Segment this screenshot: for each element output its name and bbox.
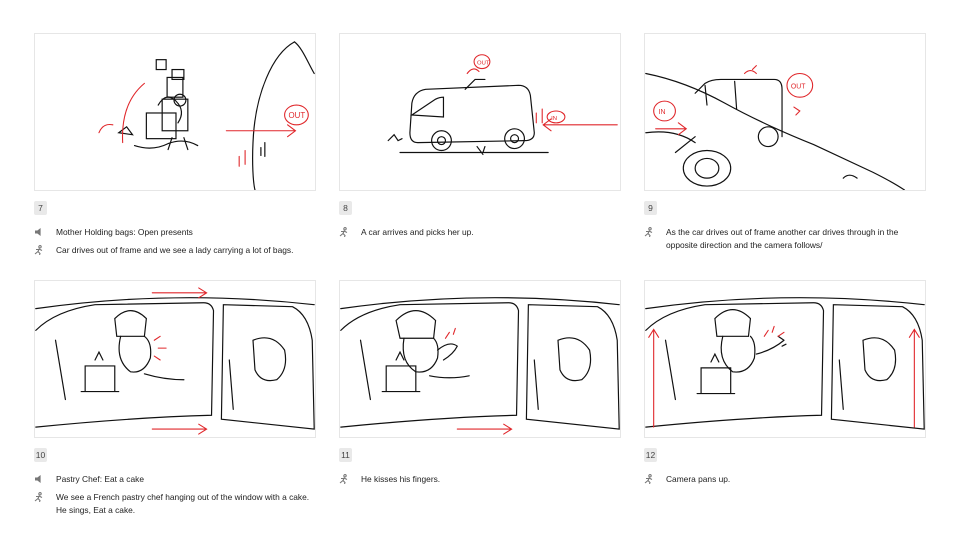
panel-12-number: 12	[645, 450, 656, 460]
action-icon	[339, 474, 349, 484]
panel-7-action-row	[34, 244, 316, 257]
svg-text:IN: IN	[658, 108, 666, 116]
speaker-icon	[34, 474, 44, 484]
panel-9-action: As the car drives out of frame another car drives through in the opposite direction and the camera follows/	[666, 227, 899, 250]
panel-10-action: We see a French pastry chef hanging out of the window with a cake. He sings, Eat a cake.	[56, 492, 310, 515]
panel-10-sketch	[34, 280, 316, 438]
panel-11-number: 11	[339, 448, 352, 462]
panel-10-number: 10	[35, 450, 46, 460]
sketch-lady-with-bags	[35, 34, 315, 190]
svg-text:OUT: OUT	[790, 83, 806, 91]
panel-8-sketch	[339, 33, 621, 191]
panel-11-action: He kisses his fingers.	[361, 474, 441, 484]
panel-9-action-row	[644, 226, 926, 252]
panel-7-number: 7	[34, 201, 47, 215]
panel-8-action-row	[339, 226, 621, 239]
sketch-car-arrives	[340, 34, 620, 190]
action-icon	[34, 245, 44, 255]
panel-12-sketch	[644, 280, 926, 438]
panel-9-number: 9	[644, 201, 657, 215]
panel-8-number: 8	[339, 201, 352, 215]
panel-12-action: Camera pans up.	[666, 474, 731, 484]
panel-11-action-row	[339, 473, 621, 486]
panel-10-dialogue: Pastry Chef: Eat a cake	[56, 474, 144, 484]
svg-text:OUT: OUT	[477, 60, 490, 67]
sketch-two-cars-passing	[645, 34, 925, 190]
sketch-chef-kisses-fingers	[340, 281, 620, 437]
action-icon	[339, 227, 349, 237]
sketch-pastry-chef-window	[35, 281, 315, 437]
panel-7-dialogue: Mother Holding bags: Open presents	[56, 227, 193, 237]
panel-7-dialogue-row	[34, 226, 316, 239]
action-icon	[644, 474, 654, 484]
action-icon	[34, 492, 44, 502]
panel-12-action-row	[644, 473, 926, 486]
panel-7-sketch	[34, 33, 316, 191]
svg-text:IN: IN	[551, 115, 557, 122]
panel-7-action: Car drives out of frame and we see a lady carrying a lot of bags.	[56, 245, 294, 255]
panel-9-sketch	[644, 33, 926, 191]
panel-8-action: A car arrives and picks her up.	[361, 227, 474, 237]
speaker-icon	[34, 227, 44, 237]
action-icon	[644, 227, 654, 237]
panel-10-dialogue-row	[34, 473, 316, 486]
panel-11-sketch	[339, 280, 621, 438]
sketch-camera-pans-up	[645, 281, 925, 437]
svg-text:OUT: OUT	[288, 110, 306, 120]
panel-10-action-row	[34, 491, 316, 517]
